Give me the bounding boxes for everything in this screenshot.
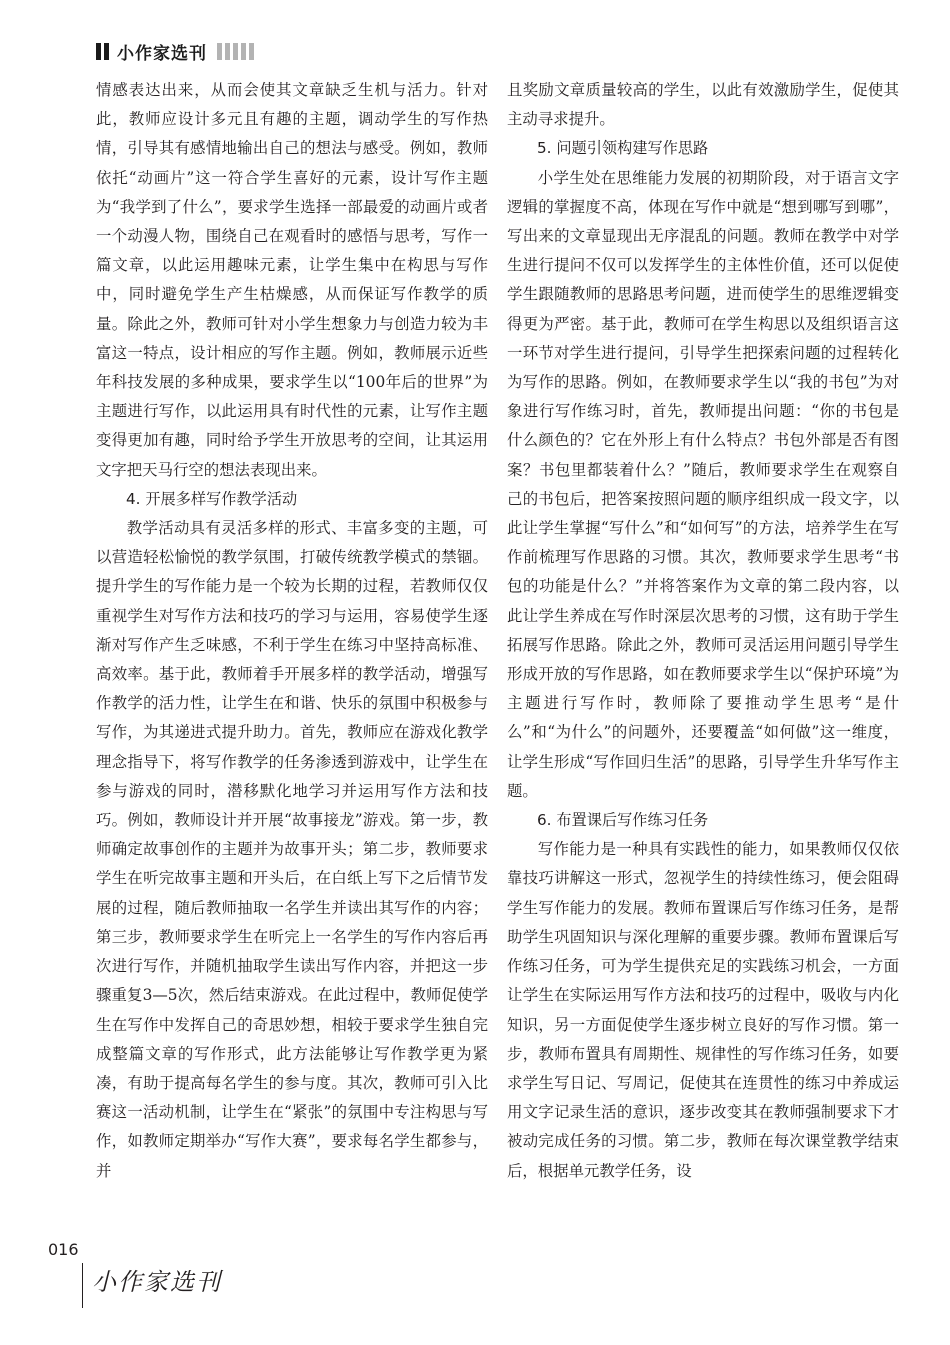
footer-logo: 小作家选刊 [92,1268,222,1296]
paragraph: 教学活动具有灵活多样的形式、丰富多变的主题，可以营造轻松愉悦的教学氛围，打破传统教学模式的禁锢。提升学生的写作能力是一个较为长期的过程，若教师仅仅重视学生对写作方法和技巧的学习与运用，容易使学生逐渐对写作产生乏味感，不利于学生在练习中坚持高标准、高效率。基于此，教师着手开展多样的教学活动，增强写作教学的活力性，让学生在和谐、快乐的氛围中积极参与写作，为其递进式提升助力。首先，教师应在游戏化教学理念指导下，将写作教学的任务渗透到游戏中，让学生在参与游戏的同时，潜移默化地学习并运用写作方法和技巧。例如，教师设计并开展“故事接龙”游戏。第一步，教师确定故事创作的主题并为故事开头；第二步，教师要求学生在听完故事主题和开头后，在白纸上写下之后情节发展的过程，随后教师抽取一名学生并读出其写作的内容；第三步，教师要求学生在听完上一名学生的写作内容后再次进行写作，并随机抽取学生读出写作内容，并把这一步骤重复3—5次，然后结束游戏。在此过程中，教师促使学生在写作中发挥自己的奇思妙想，相较于要求学生独自完成整篇文章的写作形式，此方法能够让写作教学更为紧凑，有助于提高每名学生的参与度。其次，教师可引入比赛这一活动机制，让学生在“紧张”的氛围中专注构思与写作，如教师定期举办“写作大赛”，要求每名学生都参与，并 [96,519,488,1180]
footer-divider [82,1263,83,1308]
section-heading: 4. 开展多样写作教学活动 [126,489,298,508]
header-black-bars [96,43,109,60]
paragraph: 情感表达出来，从而会使其文章缺乏生机与活力。针对此，教师应设计多元且有趣的主题，调动学生的写作热情，引导其有感情地输出自己的想法与感受。例如，教师依托“动画片”这一符合学生喜好的元素，设计写作主题为“我学到了什么”，要求学生选择一部最爱的动画片或者一个动漫人物，围绕自己在观看时的感悟与思考，写作一篇文章，以此运用趣味元素，让学生集中在构思与写作中，同时避免学生产生枯燥感，从而保证写作教学的质量。除此之外，教师可针对小学生想象力与创造力较为丰富这一特点，设计相应的写作主题。例如，教师展示近些年科技发展的多种成果，要求学生以“100年后的世界”为主题进行写作，以此运用具有时代性的元素，让写作主题变得更加有趣，同时给予学生开放思考的空间，让其运用文字把天马行空的想法表现出来。 [96,81,488,479]
running-header [96,38,254,64]
paragraph: 写作能力是一种具有实践性的能力，如果教师仅仅依靠技巧讲解这一形式，忽视学生的持续性练习，便会阻碍学生写作能力的发展。教师布置课后写作练习任务，是帮助学生巩固知识与深化理解的重要步骤。教师布置课后写作练习任务，可为学生提供充足的实践练习机会，一方面让学生在实际运用写作方法和技巧的过程中，吸收与内化知识，另一方面促使学生逐步树立良好的写作习惯。第一步，教师布置具有周期性、规律性的写作练习任务，如要求学生写日记、写周记，促使其在连贯性的练习中养成运用文字记录生活的意识，逐步改变其在教师强制要求下才被动完成任务的习惯。第二步，教师在每次课堂教学结束后，根据单元教学任务，设 [507,840,899,1180]
paragraph: 小学生处在思维能力发展的初期阶段，对于语言文字逻辑的掌握度不高，体现在写作中就是“想到哪写到哪”，写出来的文章显现出无序混乱的问题。教师在教学中对学生进行提问不仅可以发挥学生的主体性价值，还可以促使学生跟随教师的思路思考问题，进而使学生的思维逻辑变得更为严密。基于此，教师可在学生构思以及组织语言这一环节对学生进行提问，引导学生把探索问题的过程转化为写作的思路。例如，在教师要求学生以“我的书包”为对象进行写作练习时，首先，教师提出问题：“你的书包是什么颜色的？它在外形上有什么特点？书包外部是否有图案？书包里都装着什么？”随后，教师要求学生在观察自己的书包后，把答案按照问题的顺序组织成一段文字，以此让学生掌握“写什么”和“如何写”的方法，培养学生在写作前梳理写作思路的习惯。其次，教师要求学生思考“书包的功能是什么？”并将答案作为文章的第二段内容，以此让学生养成在写作时深层次思考的习惯，这有助于学生拓展写作思路。除此之外，教师可灵活运用问题引导学生形成开放的写作思路，如在教师要求学生以“保护环境”为主题进行写作时，教师除了要推动学生思考“是什么”和“为什么”的问题外，还要覆盖“如何做”这一维度，让学生形成“写作回归生活”的思路，引导学生升华写作主题。 [507,168,899,800]
section-heading: 6. 布置课后写作练习任务 [537,811,709,830]
paragraph: 且奖励文章质量较高的学生，以此有效激励学生，促使其主动寻求提升。 [507,81,899,129]
journal-title: 小作家选刊 [117,43,207,64]
section-heading: 5. 问题引领构建写作思路 [537,139,709,158]
header-grey-bars [217,43,254,60]
left-column [96,76,488,1186]
page-number: 016 [48,1240,79,1259]
right-column [507,76,899,1186]
